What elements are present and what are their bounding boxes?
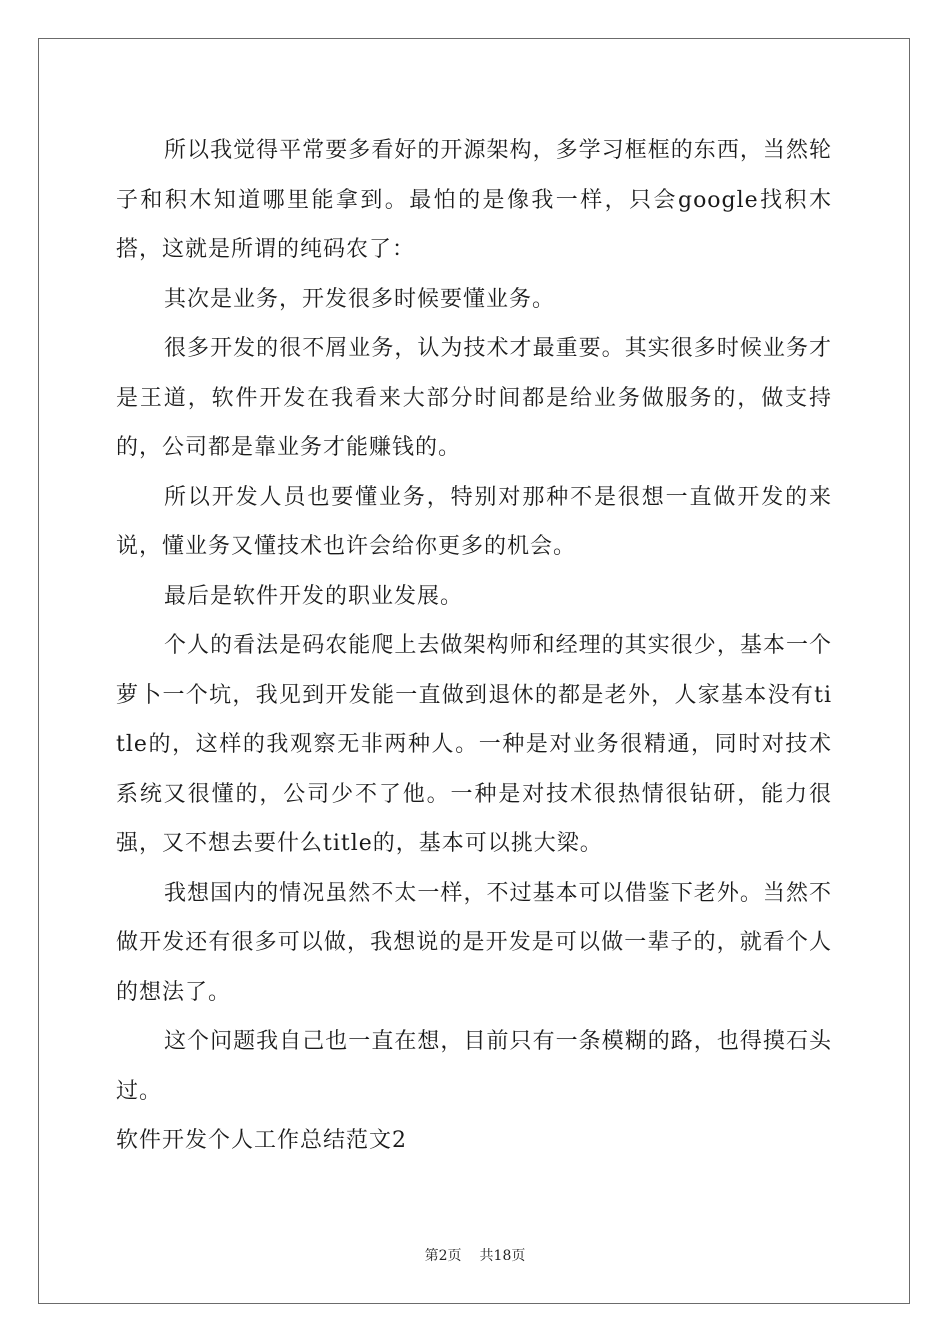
page-footer [0,1245,950,1265]
paragraph: 其次是业务，开发很多时候要懂业务。 [164,286,556,312]
paragraph: 最后是软件开发的职业发展。 [164,583,464,609]
paragraph: 我想国内的情况虽然不太一样，不过基本可以借鉴下老外。当然不做开发还有很多可以做，我想说的是开发是可以做一辈子的，就看个人的想法了。 [116,880,832,1005]
paragraph: 这个问题我自己也一直在想，目前只有一条模糊的路，也得摸石头过。 [116,1029,832,1104]
document-body [116,126,832,1166]
page-number: 第2页 [424,1248,462,1264]
page-total: 共18页 [479,1248,526,1264]
paragraph: 很多开发的很不屑业务，认为技术才最重要。其实很多时候业务才是王道，软件开发在我看来大部分时间都是给业务做服务的，做支持的，公司都是靠业务才能赚钱的。 [116,336,832,460]
paragraph: 所以开发人员也要懂业务，特别对那种不是很想一直做开发的来说，懂业务又懂技术也许会给你更多的机会。 [116,484,832,559]
paragraph: 所以我觉得平常要多看好的开源架构，多学习框框的东西，当然轮子和积木知道哪里能拿到。最怕的是像我一样，只会google找积木搭，这就是所谓的纯码农了： [116,138,832,262]
paragraph: 个人的看法是码农能爬上去做架构师和经理的其实很少，基本一个萝卜一个坑，我见到开发能一直做到退休的都是老外，人家基本没有title的，这样的我观察无非两种人。一种是对业务很精通，同时对技术系统又很懂的，公司少不了他。一种是对技术很热情很钻研，能力很强，又不想去要什么title的，基本可以挑大梁。 [116,633,832,856]
section-heading: 软件开发个人工作总结范文2 [116,1128,407,1153]
